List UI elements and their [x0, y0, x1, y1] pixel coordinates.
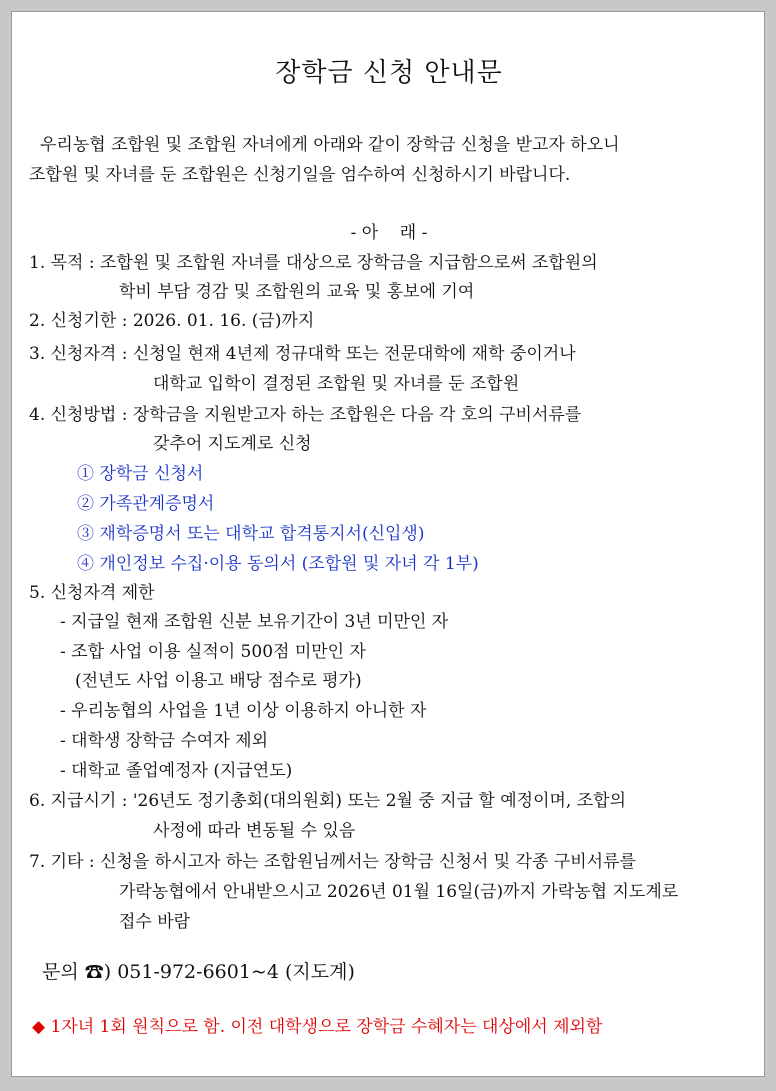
- notice-header: - 아 래 -: [350, 223, 428, 243]
- item-5-line-1: 5. 신청자격 제한: [29, 583, 155, 603]
- item-3-line-2: 대학교 입학이 결정된 조합원 및 자녀를 둔 조합원: [153, 374, 520, 394]
- item-6-line-2: 사정에 따라 변동될 수 있음: [153, 821, 356, 841]
- document-page: [11, 11, 765, 1077]
- required-doc-1: ① 장학금 신청서: [77, 464, 204, 484]
- footnote: ◆ 1자녀 1회 원칙으로 함. 이전 대학생으로 장학금 수혜자는 대상에서 제외함: [32, 1017, 603, 1037]
- item-6-line-1: 6. 지급시기 : '26년도 정기총회(대의원회) 또는 2월 중 지급 할 예정이며, 조합의: [29, 791, 626, 811]
- item-7-line-3: 접수 바람: [119, 912, 191, 932]
- item-7-line-1: 7. 기타 : 신청을 하시고자 하는 조합원님께서는 장학금 신청서 및 각종 구비서류를: [29, 852, 636, 872]
- restriction-4: - 대학생 장학금 수여자 제외: [60, 731, 269, 751]
- restriction-2-note: (전년도 사업 이용고 배당 점수로 평가): [75, 671, 362, 691]
- restriction-1: - 지급일 현재 조합원 신분 보유기간이 3년 미만인 자: [60, 612, 449, 632]
- item-4-line-1: 4. 신청방법 : 장학금을 지원받고자 하는 조합원은 다음 각 호의 구비서류를: [29, 405, 582, 425]
- required-doc-4: ④ 개인정보 수집·이용 동의서 (조합원 및 자녀 각 1부): [77, 554, 479, 574]
- required-doc-2: ② 가족관계증명서: [77, 494, 215, 514]
- intro-line-2: 조합원 및 자녀를 둔 조합원은 신청기일을 엄수하여 신청하시기 바랍니다.: [29, 165, 571, 185]
- required-doc-3: ③ 재학증명서 또는 대학교 합격통지서(신입생): [77, 524, 425, 544]
- intro-line-1: 우리농협 조합원 및 조합원 자녀에게 아래와 같이 장학금 신청을 받고자 하오니: [40, 135, 620, 155]
- contact-info: 문의 ☎) 051-972-6601~4 (지도계): [42, 961, 355, 983]
- item-3-line-1: 3. 신청자격 : 신청일 현재 4년제 정규대학 또는 전문대학에 재학 중이거나: [29, 344, 576, 364]
- item-1-line-2: 학비 부담 경감 및 조합원의 교육 및 홍보에 기여: [119, 282, 475, 302]
- page-title: 장학금 신청 안내문: [275, 58, 503, 88]
- restriction-2: - 조합 사업 이용 실적이 500점 미만인 자: [60, 642, 366, 662]
- item-7-line-2: 가락농협에서 안내받으시고 2026년 01월 16일(금)까지 가락농협 지도계로: [119, 882, 679, 902]
- restriction-5: - 대학교 졸업예정자 (지급연도): [60, 761, 293, 781]
- item-4-line-2: 갖추어 지도계로 신청: [153, 434, 312, 454]
- item-2-line-1: 2. 신청기한 : 2026. 01. 16. (금)까지: [29, 311, 315, 331]
- item-1-line-1: 1. 목적 : 조합원 및 조합원 자녀를 대상으로 장학금을 지급함으로써 조합원의: [29, 253, 598, 273]
- restriction-3: - 우리농협의 사업을 1년 이상 이용하지 아니한 자: [60, 701, 427, 721]
